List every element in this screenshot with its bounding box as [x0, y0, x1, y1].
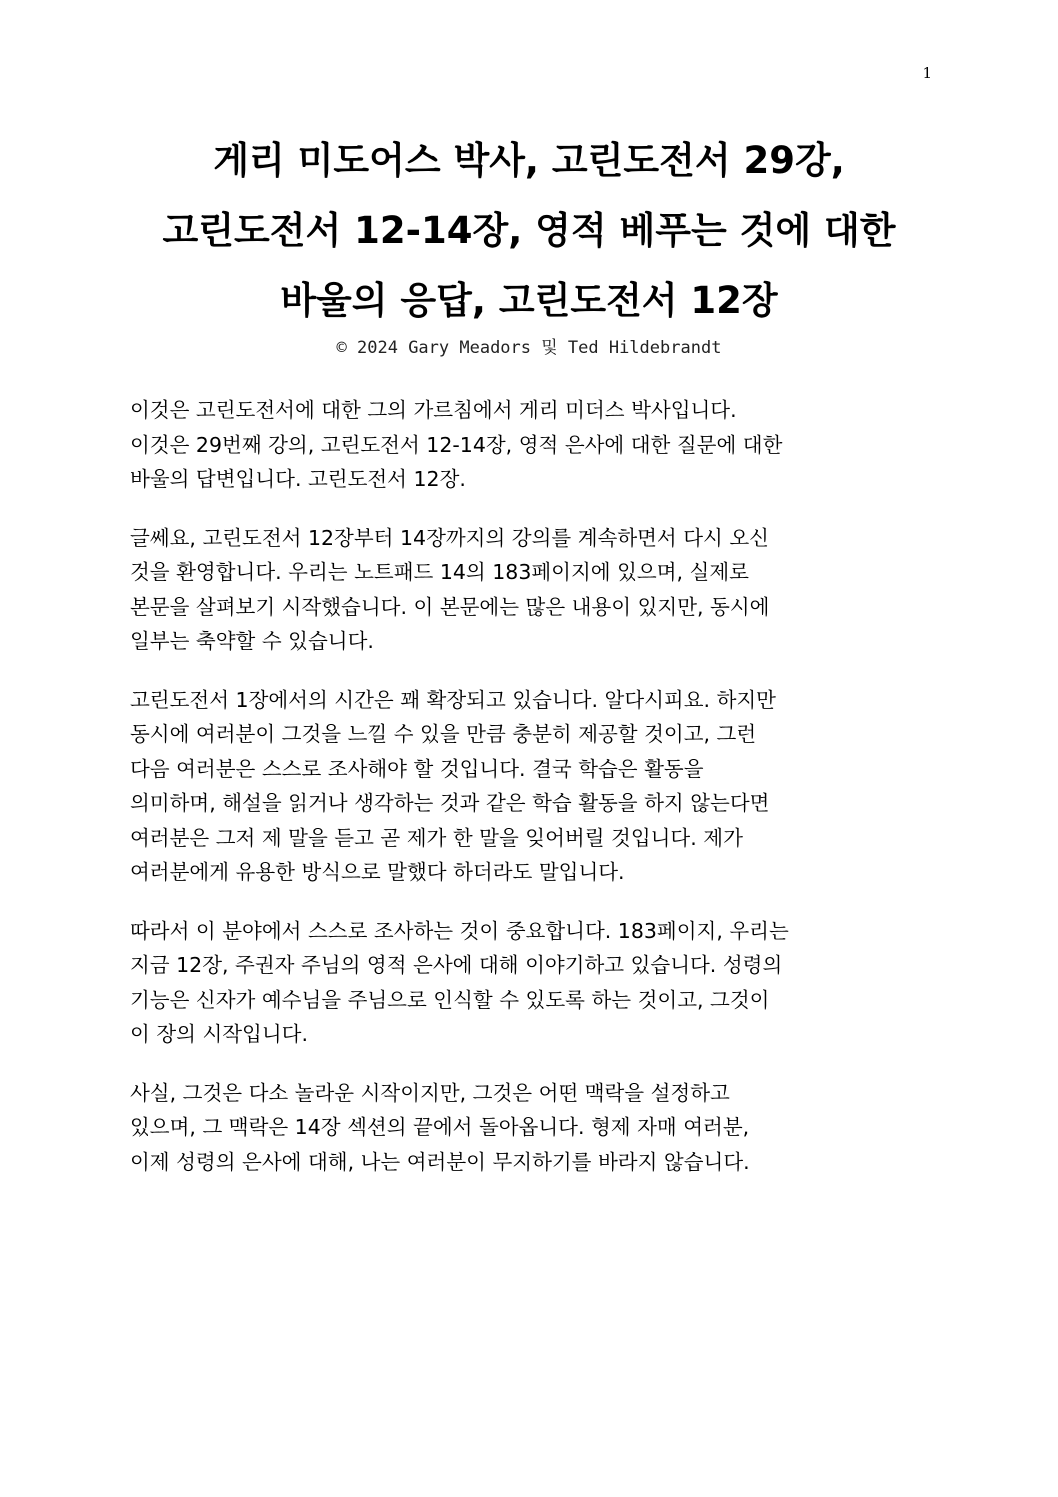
- text-line: 여러분에게 유용한 방식으로 말했다 하더라도 말입니다.: [130, 860, 625, 884]
- paragraph: [130, 1076, 930, 1180]
- text-line: 고린도전서 1장에서의 시간은 꽤 확장되고 있습니다. 알다시피요. 하지만: [130, 687, 776, 712]
- paragraph: [130, 683, 930, 890]
- paragraph: [130, 393, 930, 497]
- text-line: 일부는 축약할 수 있습니다.: [130, 629, 374, 653]
- text-line: 동시에 여러분이 그것을 느낄 수 있을 만큼 충분히 제공할 것이고, 그런: [130, 722, 757, 746]
- text-line: 본문을 살펴보기 시작했습니다. 이 본문에는 많은 내용이 있지만, 동시에: [130, 594, 770, 619]
- text-line: 따라서 이 분야에서 스스로 조사하는 것이 중요합니다. 183페이지, 우리는: [130, 918, 789, 943]
- text-line: 글쎄요, 고린도전서 12장부터 14장까지의 강의를 계속하면서 다시 오신: [130, 525, 769, 550]
- paragraph: [130, 521, 930, 659]
- text-line: 이것은 29번째 강의, 고린도전서 12-14장, 영적 은사에 대한 질문에 대한: [130, 432, 783, 457]
- paragraph: [130, 914, 930, 1052]
- text-line: 지금 12장, 주권자 주님의 영적 은사에 대해 이야기하고 있습니다. 성령의: [130, 953, 783, 977]
- text-line: 사실, 그것은 다소 놀라운 시작이지만, 그것은 어떤 맥락을 설정하고: [130, 1080, 730, 1105]
- text-line: 이제 성령의 은사에 대해, 나는 여러분이 무지하기를 바라지 않습니다.: [130, 1149, 750, 1174]
- page-number: 1: [922, 64, 932, 82]
- copyright-notice: © 2024 Gary Meadors 및 Ted Hildebrandt: [336, 338, 722, 358]
- text-line: 다음 여러분은 스스로 조사해야 할 것입니다. 결국 학습은 활동을: [130, 756, 704, 781]
- text-line: 이 장의 시작입니다.: [130, 1022, 308, 1046]
- text-line: 여러분은 그저 제 말을 듣고 곧 제가 한 말을 잊어버릴 것입니다. 제가: [130, 825, 743, 850]
- document-body: [130, 393, 930, 1203]
- text-line: 바울의 답변입니다. 고린도전서 12장.: [130, 467, 466, 491]
- title-line: 고린도전서 12-14장, 영적 베푸는 것에 대한: [162, 209, 896, 252]
- text-line: 이것은 고린도전서에 대한 그의 가르침에서 게리 미더스 박사입니다.: [130, 398, 737, 422]
- text-line: 것을 환영합니다. 우리는 노트패드 14의 183페이지에 있으며, 실제로: [130, 560, 749, 584]
- text-line: 의미하며, 해설을 읽거나 생각하는 것과 같은 학습 활동을 하지 않는다면: [130, 791, 770, 815]
- text-line: 기능은 신자가 예수님을 주님으로 인식할 수 있도록 하는 것이고, 그것이: [130, 987, 770, 1012]
- title-line: 바울의 응답, 고린도전서 12장: [280, 279, 778, 322]
- title-line: 게리 미도어스 박사, 고린도전서 29강,: [213, 139, 845, 182]
- text-line: 있으며, 그 맥락은 14장 섹션의 끝에서 돌아옵니다. 형제 자매 여러분,: [130, 1115, 750, 1139]
- document-title: [100, 126, 958, 336]
